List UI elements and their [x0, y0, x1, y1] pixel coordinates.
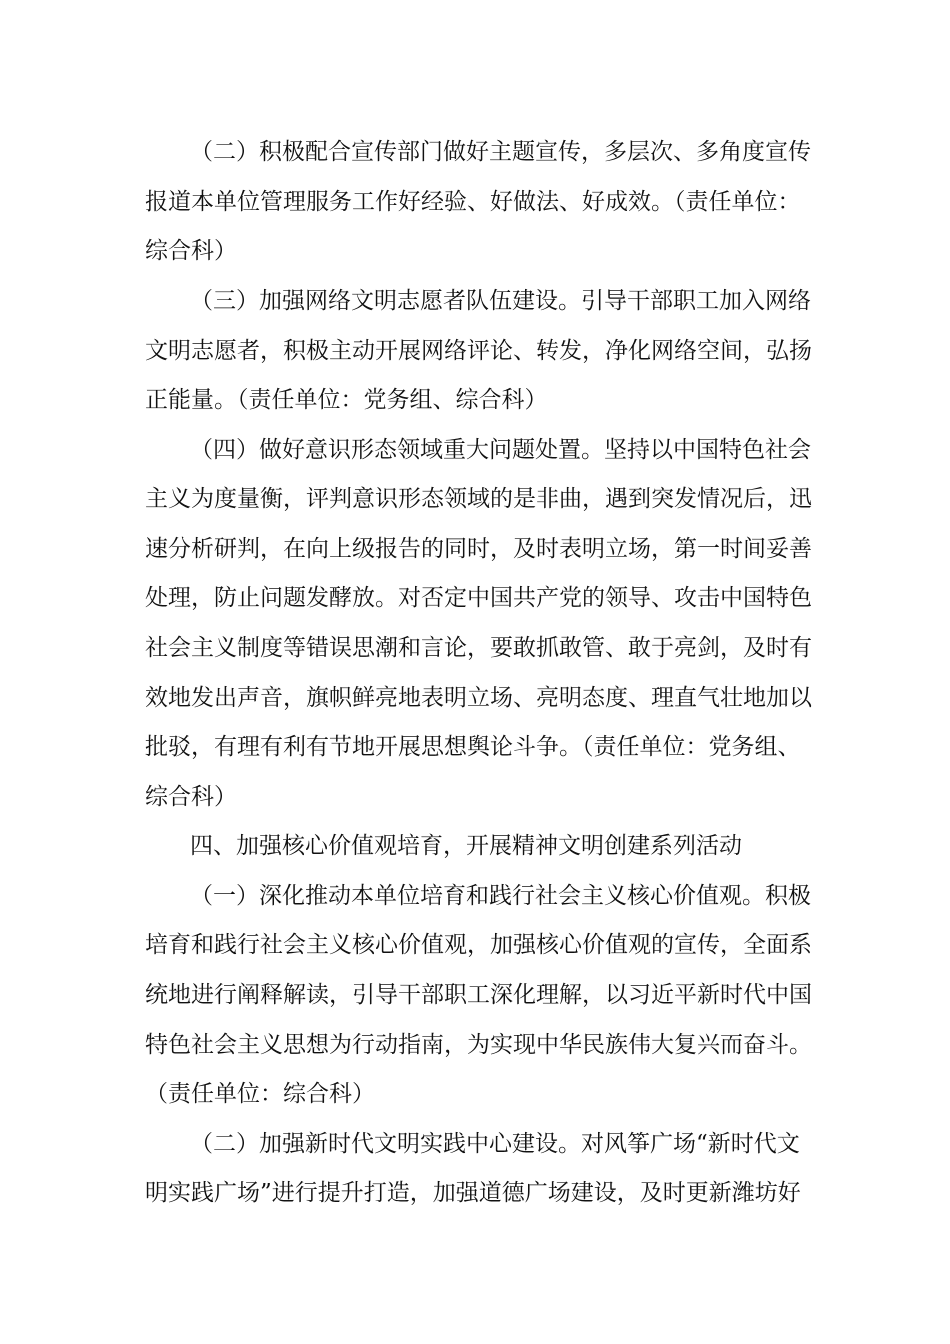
paragraph-line: 批驳，有理有利有节地开展思想舆论斗争。（责任单位：党务组、 [145, 734, 801, 760]
paragraph-line: （二）加强新时代文明实践中心建设。对风筝广场“新时代文 [190, 1131, 800, 1157]
paragraph-line: 正能量。（责任单位：党务组、综合科） [145, 387, 548, 413]
paragraph-line: 处理，防止问题发酵放。对否定中国共产党的领导、攻击中国特色 [145, 585, 812, 611]
paragraph-line: 特色社会主义思想为行动指南，为实现中华民族伟大复兴而奋斗。 [145, 1032, 812, 1058]
paragraph-line: 培育和践行社会主义核心价值观，加强核心价值观的宣传，全面系 [145, 932, 812, 958]
section-heading: 四、加强核心价值观培育，开展精神文明创建系列活动 [190, 833, 742, 859]
paragraph-line: 速分析研判，在向上级报告的同时，及时表明立场，第一时间妥善 [145, 536, 812, 562]
paragraph-line: 效地发出声音，旗帜鲜亮地表明立场、亮明态度、理直气壮地加以 [145, 685, 812, 711]
paragraph-line: （责任单位：综合科） [145, 1081, 375, 1107]
paragraph-line: 报道本单位管理服务工作好经验、好做法、好成效。（责任单位： [145, 189, 801, 215]
paragraph-line: 明实践广场”进行提升打造，加强道德广场建设，及时更新潍坊好 [145, 1180, 801, 1206]
paragraph-line: 综合科） [145, 784, 237, 810]
paragraph-line: （二）积极配合宣传部门做好主题宣传，多层次、多角度宣传 [190, 139, 811, 165]
paragraph-line: 综合科） [145, 238, 237, 264]
paragraph-line: 文明志愿者，积极主动开展网络评论、转发，净化网络空间，弘扬 [145, 338, 812, 364]
paragraph-line: （四）做好意识形态领域重大问题处置。坚持以中国特色社会 [190, 437, 811, 463]
paragraph-line: （三）加强网络文明志愿者队伍建设。引导干部职工加入网络 [190, 288, 811, 314]
paragraph-line: （一）深化推动本单位培育和践行社会主义核心价值观。积极 [190, 883, 811, 909]
paragraph-line: 主义为度量衡，评判意识形态领域的是非曲，遇到突发情况后，迅 [145, 486, 812, 512]
paragraph-line: 统地进行阐释解读，引导干部职工深化理解，以习近平新时代中国 [145, 982, 812, 1008]
paragraph-line: 社会主义制度等错误思潮和言论，要敢抓敢管、敢于亮剑，及时有 [145, 635, 812, 661]
